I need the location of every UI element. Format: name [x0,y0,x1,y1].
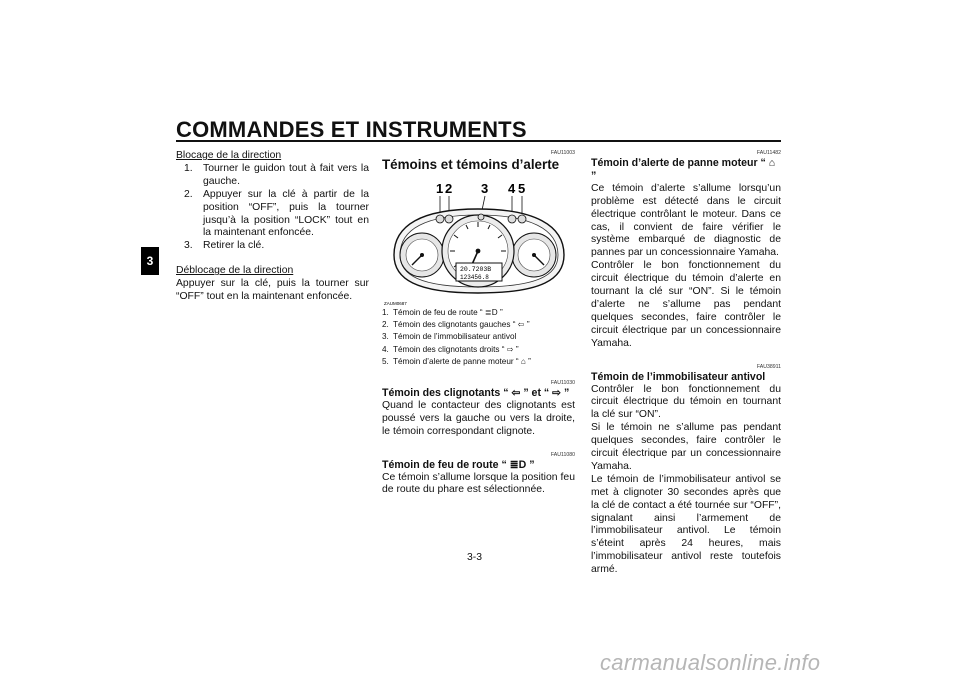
list-item: 1. Témoin de feu de route “ ≣D ” [382,308,503,317]
callout-5: 5 [518,181,526,196]
column-left [176,150,369,304]
section-code: FAU38911 [756,363,781,370]
turn-signal-title: Témoin des clignotants “ ⇦ ” et “ ⇨ ” [382,387,570,400]
immobilizer-text-3: Le témoin de l’immobilisateur antivol se met à clignoter 30 secondes après que la clé de contact a été tournée sur “OFF”, signalant ainsi l’armement de l’immobilisateur antivol. Le témoin s’éteint après 24 heures, mais l’immobilisateur antivol reste toutefois armé. [591,473,782,576]
immobilizer-text-1: Contrôler le bon fonctionnement du circuit électrique du témoin en tournant la clé sur “ON”. [591,383,781,421]
list-item: 2. Appuyer sur la clé à partir de la position “OFF”, puis la tourner jusqu’à la position “LOCK” tout en la maintenant enfoncée. [184,188,369,239]
section-code: FAU11080 [550,451,575,458]
figure-captions [382,307,575,368]
callout-2: 2 [445,181,453,196]
callout-3: 3 [481,181,489,196]
immobilizer-title: Témoin de l’immobilisateur antivol [591,370,766,383]
list-item: 5. Témoin d’alerte de panne moteur “ ⌂ ” [382,356,531,366]
column-right [591,150,781,577]
lcd-odometer: 123456.8 [460,274,489,281]
callout-4: 4 [508,181,516,196]
list-item: 3. Retirer la clé. [184,240,265,252]
high-beam-title: Témoin de feu de route “ ≣D ” [382,458,535,471]
steering-unlock-heading: Déblocage de la direction [176,265,294,277]
figure-code: ZAUM0687 [384,301,407,306]
watermark: carmanualsonline.info [600,650,821,675]
chapter-tab: 3 [141,247,159,275]
section-title: Témoins et témoins d’alerte [382,157,560,172]
list-item: 3. Témoin de l’immobilisateur antivol [382,332,517,342]
section-code: FAU11482 [756,150,781,156]
turn-signal-text: Quand le contacteur des clignotants est poussé vers la gauche ou vers la droite, le témoin correspondant clignote. [382,399,575,437]
lcd-clock: 20.7203B [460,266,492,273]
engine-warning-title: Témoin d’alerte de panne moteur “ ⌂ ” [591,157,776,182]
engine-warning-text-2: Contrôler le bon fonctionnement du circuit électrique du témoin d’alerte en tournant la clé sur “ON”. Si le témoin d’alerte ne s’allume pas pendant quelques secondes, faire contrôler le circuit électrique par un concessionnaire Yamaha. [591,260,781,349]
steering-lock-heading: Blocage de la direction [176,150,282,161]
steering-lock-steps [176,163,369,253]
engine-warning-text-1: Ce témoin d’alerte s’allume lorsqu’un problème est détecté dans le circuit électrique contrôlant le moteur. Dans ce cas, il convient de faire vérifier le système embarqué de diagnostic de pannes par un concessionnaire Yamaha. [591,182,781,259]
list-item: 4. Témoin des clignotants droits “ ⇨ ” [382,344,519,354]
list-item: 2. Témoin des clignotants gauches “ ⇦ ” [382,320,530,330]
callout-1: 1 [436,181,444,196]
immobilizer-text-2: Si le témoin ne s’allume pas pendant quelques secondes, faire contrôler le circuit électrique par un concessionnaire Yamaha. [591,422,781,472]
list-item: 1. Tourner le guidon tout à fait vers la gauche. [184,162,369,187]
section-code: FAU11030 [550,380,575,387]
steering-unlock-text: Appuyer sur la clé, puis la tourner sur “OFF” tout en la maintenant enfoncée. [176,278,369,303]
section-code: FAU11003 [550,150,575,156]
page-title: COMMANDES ET INSTRUMENTS [176,117,527,142]
header-rule [176,140,781,142]
dashboard-figure [382,179,575,307]
page-number: 3-3 [467,552,483,563]
high-beam-text: Ce témoin s’allume lorsque la position feu de route du phare est sélectionnée. [382,471,575,496]
column-middle [382,150,575,497]
